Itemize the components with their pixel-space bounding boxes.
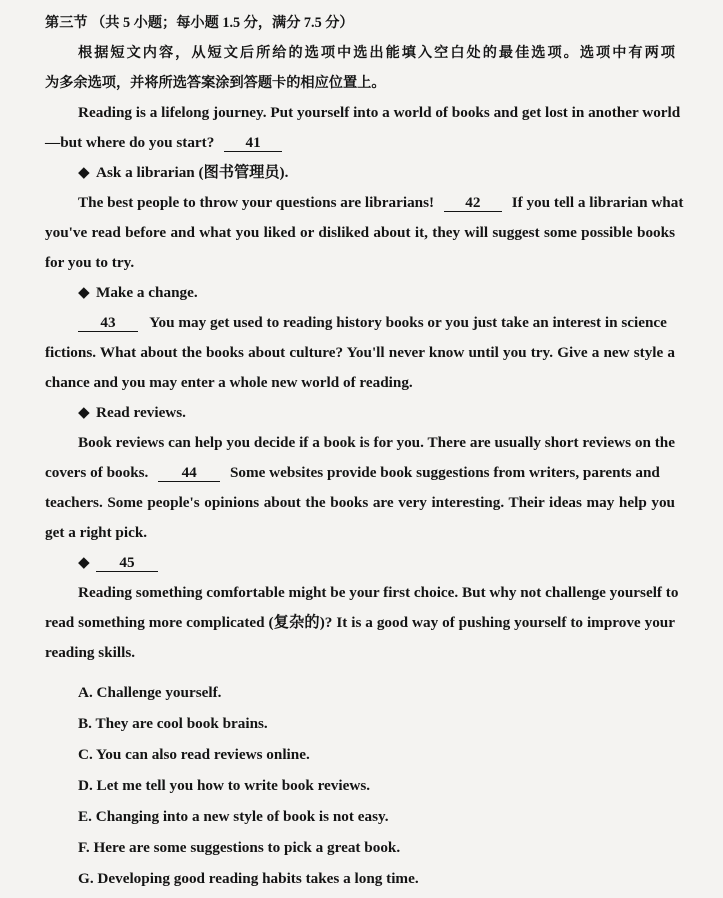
- blank-41[interactable]: 41: [224, 135, 282, 152]
- passage-p2-line2: you've read before and what you liked or disliked about it, they will suggest some possible books: [45, 224, 675, 241]
- option-e[interactable]: E. Changing into a new style of book is not easy.: [78, 808, 389, 825]
- instructions-line-2: 为多余选项，并将所选答案涂到答题卡的相应位置上。: [45, 75, 386, 91]
- option-d[interactable]: D. Let me tell you how to write book reviews.: [78, 777, 371, 794]
- diamond-bullet-icon: ◆: [78, 404, 90, 421]
- p4-text-a: covers of books.: [45, 464, 149, 481]
- passage-p3-line2: fictions. What about the books about culture? You'll never know until you try. Give a new style a: [45, 344, 675, 361]
- passage-p4-line3: teachers. Some people's opinions about the books are very interesting. Their ideas may help you: [45, 494, 675, 511]
- heading-ask-librarian: [78, 163, 708, 183]
- passage-p2-line3: for you to try.: [45, 254, 135, 271]
- p3-text-a: You may get used to reading history books or you just take an interest in science: [149, 314, 667, 331]
- option-a[interactable]: A. Challenge yourself.: [78, 684, 222, 701]
- diamond-bullet-icon: ◆: [78, 164, 90, 181]
- blank-45[interactable]: 45: [96, 555, 158, 572]
- option-b[interactable]: B. They are cool book brains.: [78, 715, 268, 732]
- blank-43[interactable]: 43: [78, 315, 138, 332]
- blank-44[interactable]: 44: [158, 465, 220, 482]
- passage-p3-line1: [78, 313, 675, 333]
- heading-text: Make a change.: [96, 284, 198, 301]
- passage-p4-line2: [45, 463, 675, 483]
- passage-p5-line3: reading skills.: [45, 644, 136, 661]
- p2-text-b: If you tell a librarian what: [511, 194, 684, 211]
- section-title: 第三节 （共 5 小题；每小题 1.5 分，满分 7.5 分）: [45, 15, 354, 31]
- instructions-line-1: 根据短文内容，从短文后所给的选项中选出能填入空白处的最佳选项。选项中有两项: [78, 45, 675, 61]
- heading-read-reviews: [78, 403, 708, 423]
- passage-p4-line4: get a right pick.: [45, 524, 148, 541]
- passage-p5-line1: Reading something comfortable might be your first choice. But why not challenge yourself to: [78, 584, 679, 601]
- p1-text: —but where do you start?: [45, 134, 215, 151]
- passage-p1-line2: [45, 133, 675, 153]
- passage-p2-line1: [78, 193, 684, 213]
- option-f[interactable]: F. Here are some suggestions to pick a great book.: [78, 839, 401, 856]
- passage-p5-line2: read something more complicated (复杂的)? It is a good way of pushing yourself to improve your: [45, 614, 675, 631]
- option-g[interactable]: G. Developing good reading habits takes a long time.: [78, 870, 419, 887]
- heading-text: Read reviews.: [96, 404, 186, 421]
- p4-text-b: Some websites provide book suggestions from writers, parents and: [229, 464, 660, 481]
- p2-text-a: The best people to throw your questions are librarians!: [78, 194, 435, 211]
- option-c[interactable]: C. You can also read reviews online.: [78, 746, 310, 763]
- diamond-bullet-icon: ◆: [78, 284, 90, 301]
- diamond-bullet-icon: ◆: [78, 554, 90, 571]
- heading-text: Ask a librarian (图书管理员).: [96, 164, 289, 181]
- passage-p1-line1: Reading is a lifelong journey. Put yourself into a world of books and get lost in another world: [78, 104, 681, 121]
- passage-p4-line1: Book reviews can help you decide if a book is for you. There are usually short reviews on the: [78, 434, 675, 451]
- blank-42[interactable]: 42: [444, 195, 502, 212]
- heading-45: [78, 553, 708, 573]
- heading-make-change: [78, 283, 708, 303]
- passage-p3-line3: chance and you may enter a whole new world of reading.: [45, 374, 413, 391]
